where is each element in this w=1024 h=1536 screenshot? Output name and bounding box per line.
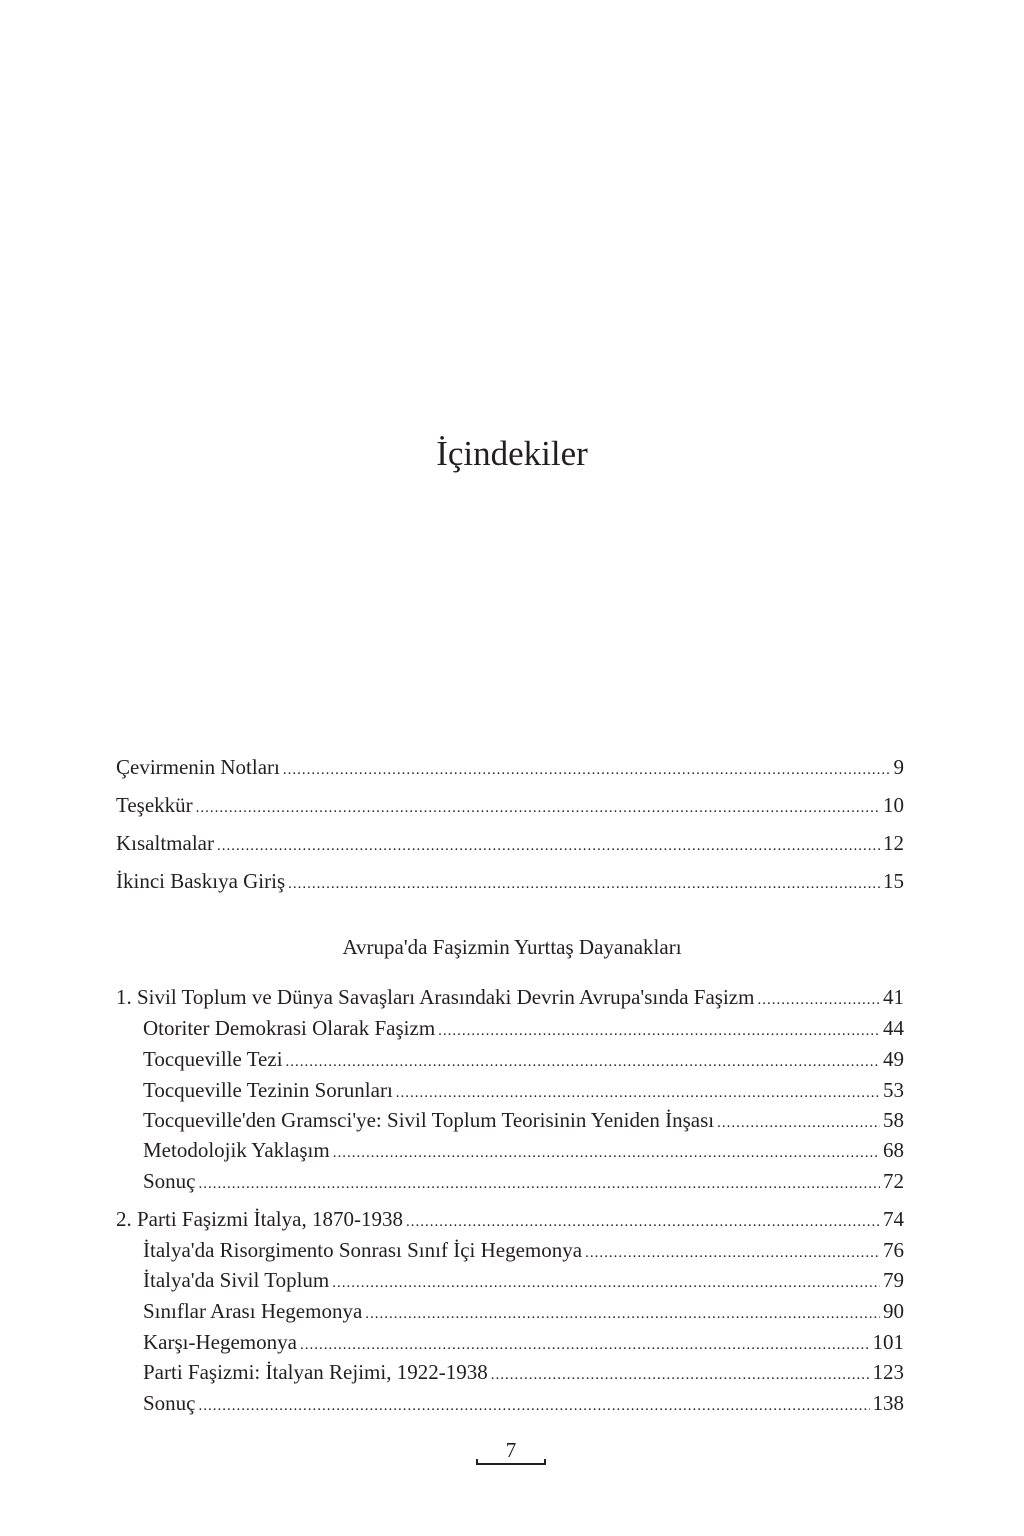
toc-entry-label: Parti Faşizmi: İtalyan Rejimi, 1922-1938 xyxy=(143,1360,488,1384)
dot-leader xyxy=(286,1047,880,1077)
toc-entry-page: 76 xyxy=(883,1238,904,1262)
toc-entry-label: Karşı-Hegemonya xyxy=(143,1330,297,1354)
dot-leader xyxy=(283,755,891,785)
toc-chapter-1[interactable] xyxy=(116,982,904,1012)
toc-entry-page: 49 xyxy=(883,1047,904,1071)
toc-section[interactable] xyxy=(143,1388,904,1418)
toc-section[interactable] xyxy=(143,1357,904,1387)
toc-entry-label: İtalya'da Risorgimento Sonrası Sınıf İçi Hegemonya xyxy=(143,1238,583,1262)
dot-leader xyxy=(365,1299,880,1329)
toc-entry-page: 68 xyxy=(883,1138,904,1162)
dot-leader xyxy=(717,1108,880,1138)
toc-section[interactable] xyxy=(143,1296,904,1326)
toc-entry-page: 74 xyxy=(883,1207,904,1231)
toc-section[interactable] xyxy=(143,1044,904,1074)
toc-entry-page: 101 xyxy=(872,1330,904,1354)
toc-section[interactable] xyxy=(143,1166,904,1196)
toc-entry-page: 90 xyxy=(883,1299,904,1323)
toc-entry-page: 15 xyxy=(883,869,904,893)
dot-leader xyxy=(332,1268,880,1298)
toc-entry-page: 9 xyxy=(893,755,904,779)
toc-entry-label: Sonuç xyxy=(143,1391,196,1415)
toc-entry-page: 79 xyxy=(883,1268,904,1292)
toc-entry-label: Metodolojik Yaklaşım xyxy=(143,1138,330,1162)
dot-leader xyxy=(300,1330,870,1360)
toc-entry-page: 123 xyxy=(872,1360,904,1384)
toc-entry-label: Tocqueville'den Gramsci'ye: Sivil Toplum Teorisinin Yeniden İnşası xyxy=(143,1108,715,1132)
toc-entry-page: 53 xyxy=(883,1078,904,1102)
toc-entry-acknowledgements[interactable] xyxy=(116,790,904,820)
page-title: İçindekiler xyxy=(436,434,588,473)
toc-entry-label: Çevirmenin Notları xyxy=(116,755,280,779)
dot-leader xyxy=(757,985,880,1015)
toc-section[interactable] xyxy=(143,1105,904,1135)
toc-entry-label: Sınıflar Arası Hegemonya xyxy=(143,1299,363,1323)
toc-entry-label: Kısaltmalar xyxy=(116,831,214,855)
toc-entry-page: 44 xyxy=(883,1016,904,1040)
toc-entry-label: Tocqueville Tezinin Sorunları xyxy=(143,1078,393,1102)
toc-entry-page: 41 xyxy=(883,985,904,1009)
dot-leader xyxy=(333,1138,880,1168)
page-number xyxy=(476,1437,546,1467)
toc-section[interactable] xyxy=(143,1327,904,1357)
dot-leader xyxy=(491,1360,870,1390)
toc-entry-page: 12 xyxy=(883,831,904,855)
toc-entry-label: Tocqueville Tezi xyxy=(143,1047,283,1071)
toc-entry-page: 138 xyxy=(872,1391,904,1415)
part-heading: Avrupa'da Faşizmin Yurttaş Dayanakları xyxy=(342,935,682,959)
toc-entry-translator-notes[interactable] xyxy=(116,752,904,782)
dot-leader xyxy=(396,1078,880,1108)
toc-chapter-2[interactable] xyxy=(116,1204,904,1234)
toc-section[interactable] xyxy=(143,1075,904,1105)
dot-leader xyxy=(217,831,880,861)
toc-entry-label: 2. Parti Faşizmi İtalya, 1870-1938 xyxy=(116,1207,403,1231)
toc-section[interactable] xyxy=(143,1235,904,1265)
dot-leader xyxy=(438,1016,880,1046)
toc-entry-page: 58 xyxy=(883,1108,904,1132)
toc-section[interactable] xyxy=(143,1135,904,1165)
folio-bracket xyxy=(476,1459,546,1465)
toc-entry-label: İtalya'da Sivil Toplum xyxy=(143,1268,330,1292)
toc-entry-page: 10 xyxy=(883,793,904,817)
dot-leader xyxy=(406,1207,880,1237)
toc-entry-abbreviations[interactable] xyxy=(116,828,904,858)
toc-section[interactable] xyxy=(143,1265,904,1295)
dot-leader xyxy=(196,793,880,823)
toc-entry-label: İkinci Baskıya Giriş xyxy=(116,869,286,893)
dot-leader xyxy=(288,869,880,899)
toc-entry-label: 1. Sivil Toplum ve Dünya Savaşları Arasındaki Devrin Avrupa'sında Faşizm xyxy=(116,985,755,1009)
dot-leader xyxy=(585,1238,880,1268)
toc-entry-page: 72 xyxy=(883,1169,904,1193)
dot-leader xyxy=(199,1169,881,1199)
toc-entry-second-edition-intro[interactable] xyxy=(116,866,904,896)
dot-leader xyxy=(199,1391,870,1421)
page-number-value: 7 xyxy=(505,1438,517,1462)
toc-entry-label: Otoriter Demokrasi Olarak Faşizm xyxy=(143,1016,436,1040)
toc-entry-label: Teşekkür xyxy=(116,793,193,817)
toc-section[interactable] xyxy=(143,1013,904,1043)
toc-entry-label: Sonuç xyxy=(143,1169,196,1193)
